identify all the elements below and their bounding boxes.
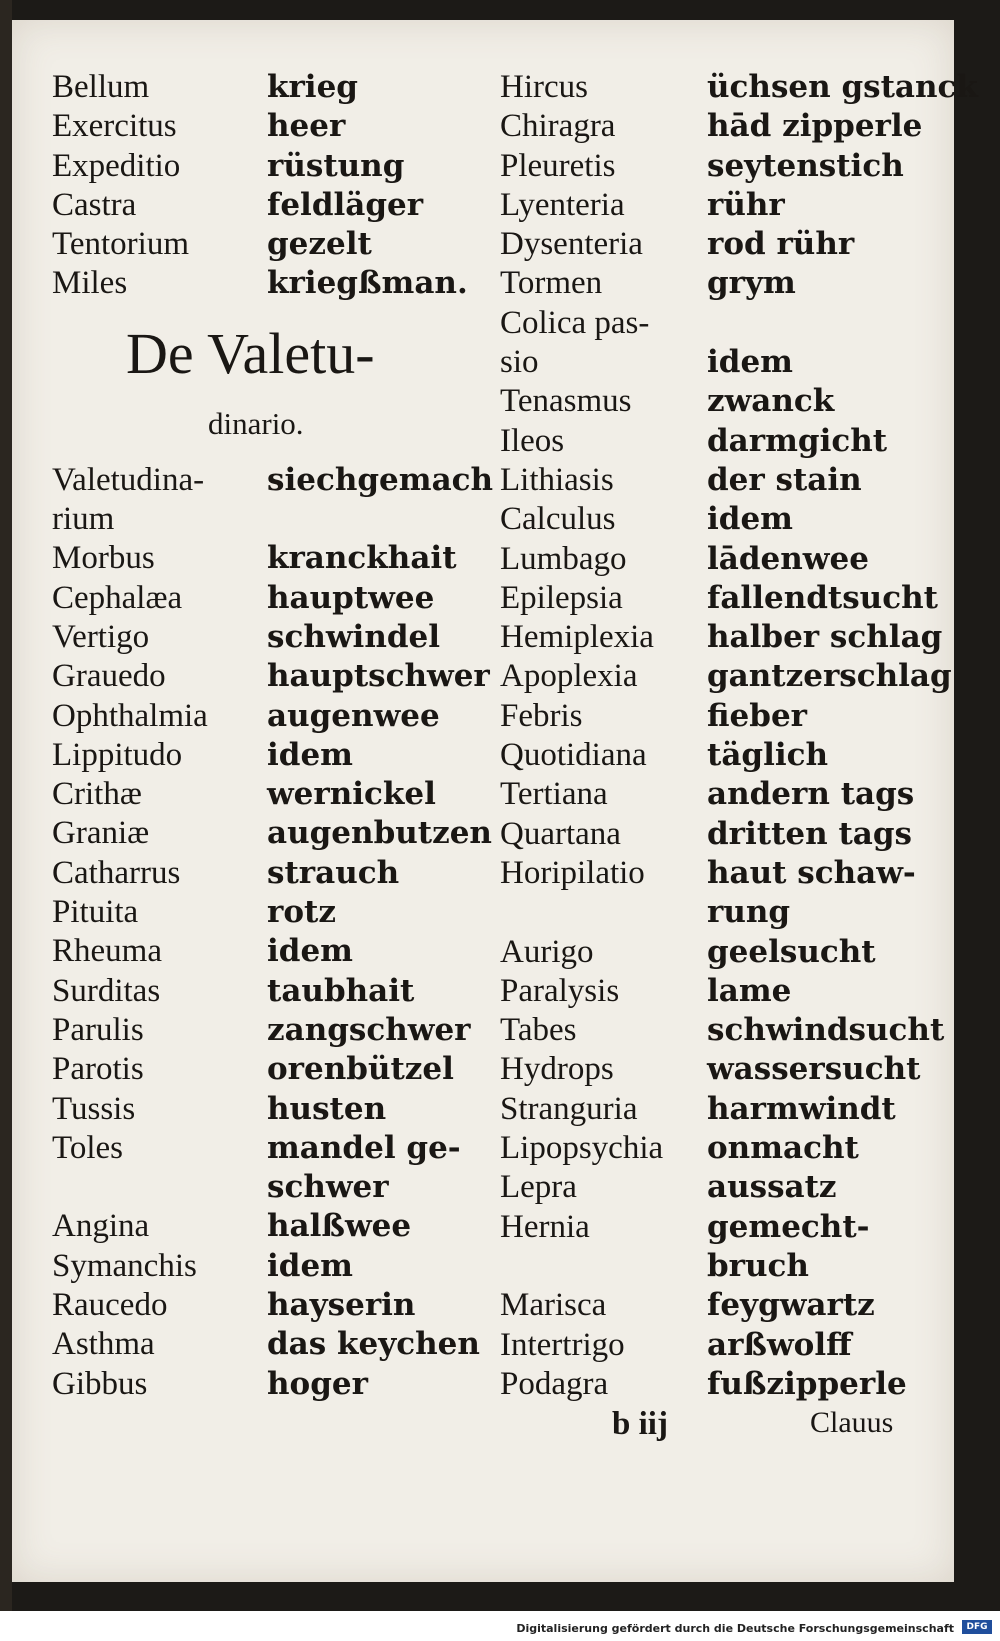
german-term: das keychen (267, 1326, 480, 1363)
glossary-row (52, 697, 472, 736)
glossary-row (500, 1247, 940, 1286)
glossary-row (52, 461, 494, 500)
glossary-row (52, 854, 472, 893)
german-term: aussatz (707, 1169, 837, 1206)
latin-term: Cephalæa (52, 579, 183, 616)
glossary-row (500, 1129, 940, 1168)
glossary-row (52, 225, 472, 264)
german-term: der stain (707, 461, 862, 498)
glossary-row (52, 1129, 472, 1168)
latin-term: Hircus (500, 69, 588, 105)
glossary-row (52, 539, 472, 578)
latin-term: Pleuretis (500, 147, 616, 184)
glossary-row (500, 736, 940, 775)
glossary-row (500, 1050, 940, 1089)
german-term: feygwartz (707, 1287, 875, 1324)
latin-term: Gibbus (52, 1365, 148, 1402)
glossary-row (52, 775, 472, 814)
glossary-row (500, 618, 943, 657)
glossary-row (500, 972, 940, 1011)
german-term: idem (267, 1247, 353, 1284)
glossary-row (52, 972, 472, 1011)
german-term: seytenstich (707, 147, 904, 184)
latin-term: Valetudina- (52, 461, 205, 498)
glossary-row (500, 815, 940, 854)
glossary-row (500, 1090, 940, 1129)
latin-term: Tormen (500, 265, 603, 302)
glossary-row (500, 1286, 940, 1325)
german-term: schwer (267, 1169, 389, 1206)
latin-term: Ophthalmia (52, 697, 208, 734)
latin-term: Tentorium (52, 226, 189, 263)
german-term: täglich (707, 737, 829, 774)
latin-term: Intertrigo (500, 1326, 625, 1363)
latin-term: Pituita (52, 894, 139, 931)
digitization-credit: Digitalisierung gefördert durch die Deutsche Forschungsgemeinschaft (516, 1622, 954, 1635)
latin-term: Lippitudo (52, 736, 183, 773)
latin-term: Expeditio (52, 147, 181, 184)
glossary-row (500, 540, 940, 579)
german-term: dritten tags (707, 815, 913, 852)
german-term: zangschwer (267, 1011, 471, 1048)
german-term: halber schlag (707, 619, 943, 656)
latin-term: Parulis (52, 1011, 144, 1048)
german-term: haut schaw- (707, 854, 916, 891)
latin-term: Grauedo (52, 658, 166, 695)
german-term: rod rühr (707, 226, 855, 263)
book-spine (0, 0, 12, 1641)
glossary-row (52, 579, 472, 618)
german-term: hauptschwer (267, 658, 490, 695)
latin-term: Morbus (52, 540, 155, 577)
glossary-row (52, 1286, 472, 1325)
german-term: lame (707, 972, 792, 1009)
glossary-row (52, 618, 472, 657)
glossary-row (52, 1325, 480, 1364)
german-term: lādenwee (707, 540, 869, 577)
german-term: arßwolff (707, 1326, 852, 1363)
glossary-row (52, 1365, 472, 1404)
glossary-row (500, 579, 940, 618)
glossary-row (500, 1168, 940, 1207)
latin-term: Lumbago (500, 540, 627, 577)
latin-term: Bellum (52, 69, 150, 105)
latin-term: Stranguria (500, 1090, 638, 1127)
glossary-row (52, 500, 472, 539)
german-term: grym (707, 265, 796, 302)
section-subtitle: dinario. (208, 405, 304, 441)
latin-term: Surditas (52, 972, 161, 1009)
glossary-row (500, 422, 940, 461)
glossary-row (500, 304, 940, 343)
german-term: augenwee (267, 697, 440, 734)
section-title: De Valetu- (126, 320, 375, 386)
latin-term: Vertigo (52, 618, 150, 655)
latin-term: Ileos (500, 422, 565, 459)
german-term: taubhait (267, 972, 415, 1009)
latin-term: Lyenteria (500, 186, 625, 223)
german-term: halßwee (267, 1208, 412, 1245)
glossary-row (500, 657, 952, 696)
german-term: fallendtsucht (707, 579, 938, 616)
german-term: idem (267, 736, 353, 773)
german-term: siechgemach (267, 461, 494, 498)
glossary-row (500, 697, 940, 736)
german-term: krieg (267, 69, 358, 105)
latin-term: Tertiana (500, 776, 608, 813)
latin-term: Castra (52, 186, 137, 223)
german-term: rung (707, 894, 791, 931)
german-term: gantzerschlag (707, 658, 952, 695)
german-term: gezelt (267, 226, 372, 263)
glossary-row (52, 736, 472, 775)
glossary-row (52, 1247, 472, 1286)
german-term: idem (707, 344, 793, 381)
glossary-row (500, 186, 940, 225)
glossary-row (500, 500, 940, 539)
glossary-row (500, 775, 940, 814)
latin-term: Aurigo (500, 933, 594, 970)
latin-term: Lithiasis (500, 461, 614, 498)
latin-term: Catharrus (52, 854, 181, 891)
glossary-row (500, 147, 940, 186)
german-term: bruch (707, 1247, 809, 1284)
latin-term: Dysenteria (500, 226, 643, 263)
latin-term: Horipilatio (500, 854, 645, 891)
german-term: geelsucht (707, 933, 876, 970)
latin-term: Quartana (500, 815, 621, 852)
german-term: rüstung (267, 147, 405, 184)
latin-term: Asthma (52, 1326, 155, 1363)
glossary-row (500, 1326, 940, 1365)
glossary-row (500, 933, 940, 972)
glossary-row (52, 1090, 472, 1129)
latin-term: Hernia (500, 1208, 590, 1245)
latin-term: Colica pas- (500, 304, 650, 341)
german-term: rotz (267, 894, 336, 931)
german-term: üchsen gstanck (707, 69, 978, 105)
latin-term: Lipopsychia (500, 1130, 664, 1167)
latin-term: Paralysis (500, 972, 620, 1009)
latin-term: Symanchis (52, 1247, 197, 1284)
german-term: rühr (707, 186, 785, 223)
latin-term: Tabes (500, 1012, 577, 1049)
latin-term: Miles (52, 265, 128, 302)
latin-term: Exercitus (52, 108, 177, 145)
glossary-row (500, 1365, 940, 1404)
glossary-row (52, 657, 490, 696)
german-term: fußzipperle (707, 1365, 907, 1402)
german-term: husten (267, 1090, 387, 1127)
latin-term: Raucedo (52, 1287, 168, 1324)
latin-term: Febris (500, 697, 583, 734)
glossary-row (52, 932, 472, 971)
latin-term: Apoplexia (500, 658, 638, 695)
right-column (500, 68, 978, 1404)
glossary-row (500, 68, 978, 107)
signature-mark: b iij (612, 1406, 668, 1442)
latin-term: Angina (52, 1208, 150, 1245)
glossary-row (52, 107, 472, 146)
glossary-row (500, 461, 940, 500)
latin-term: rium (52, 501, 115, 538)
german-term: schwindel (267, 618, 441, 655)
catchword: Clauus (810, 1406, 894, 1439)
glossary-row (500, 264, 940, 303)
glossary-row (52, 893, 472, 932)
german-term: onmacht (707, 1130, 859, 1167)
german-term: idem (267, 933, 353, 970)
german-term: heer (267, 108, 346, 145)
latin-term: Toles (52, 1129, 124, 1166)
latin-term: Podagra (500, 1365, 609, 1402)
dfg-logo: DFG (962, 1620, 992, 1634)
german-term: hauptwee (267, 579, 435, 616)
glossary-row (52, 1168, 472, 1207)
glossary-row (500, 854, 940, 893)
latin-term: Rheuma (52, 933, 162, 970)
glossary-row (500, 343, 940, 382)
latin-term: Marisca (500, 1287, 607, 1324)
german-term: andern tags (707, 776, 915, 813)
german-term: schwindsucht (707, 1012, 945, 1049)
glossary-row (500, 225, 940, 264)
latin-term: Hydrops (500, 1051, 614, 1088)
glossary-row (52, 147, 472, 186)
glossary-row (500, 1208, 940, 1247)
glossary-row (500, 382, 940, 421)
latin-term: Crithæ (52, 776, 142, 813)
german-term: wassersucht (707, 1051, 921, 1088)
german-term: hoger (267, 1365, 368, 1402)
latin-term: Quotidiana (500, 737, 647, 774)
german-term: wernickel (267, 776, 436, 813)
german-term: fieber (707, 697, 807, 734)
glossary-row (52, 1207, 472, 1246)
latin-term: Calculus (500, 501, 616, 538)
german-term: strauch (267, 854, 400, 891)
german-term: kriegßman. (267, 265, 468, 302)
glossary-row (52, 186, 472, 225)
german-term: kranckhait (267, 540, 457, 577)
left-column (52, 68, 494, 1404)
latin-term: Tenasmus (500, 383, 632, 420)
german-term: augenbutzen (267, 815, 492, 852)
glossary-row (52, 1011, 472, 1050)
latin-term: Tussis (52, 1090, 136, 1127)
german-term: darmgicht (707, 422, 888, 459)
german-term: feldläger (267, 186, 424, 223)
german-term: zwanck (707, 383, 835, 420)
latin-term: Hemiplexia (500, 619, 654, 656)
latin-term: Epilepsia (500, 579, 623, 616)
german-term: hayserin (267, 1287, 416, 1324)
glossary-row (500, 1011, 945, 1050)
glossary-row (500, 893, 940, 932)
german-term: idem (707, 501, 793, 538)
german-term: harmwindt (707, 1090, 896, 1127)
german-term: orenbützel (267, 1051, 454, 1088)
glossary-row (52, 1050, 472, 1089)
german-term: mandel ge- (267, 1129, 461, 1166)
latin-term: Chiragra (500, 108, 616, 145)
german-term: hād zipperle (707, 108, 923, 145)
latin-term: Graniæ (52, 815, 150, 852)
latin-term: Lepra (500, 1169, 577, 1206)
german-term: gemecht- (707, 1208, 870, 1245)
latin-term: sio (500, 344, 539, 381)
glossary-row (52, 68, 472, 107)
section-heading (52, 304, 472, 461)
latin-term: Parotis (52, 1051, 144, 1088)
glossary-row (500, 107, 940, 146)
glossary-row (52, 814, 492, 853)
glossary-row (52, 264, 472, 303)
